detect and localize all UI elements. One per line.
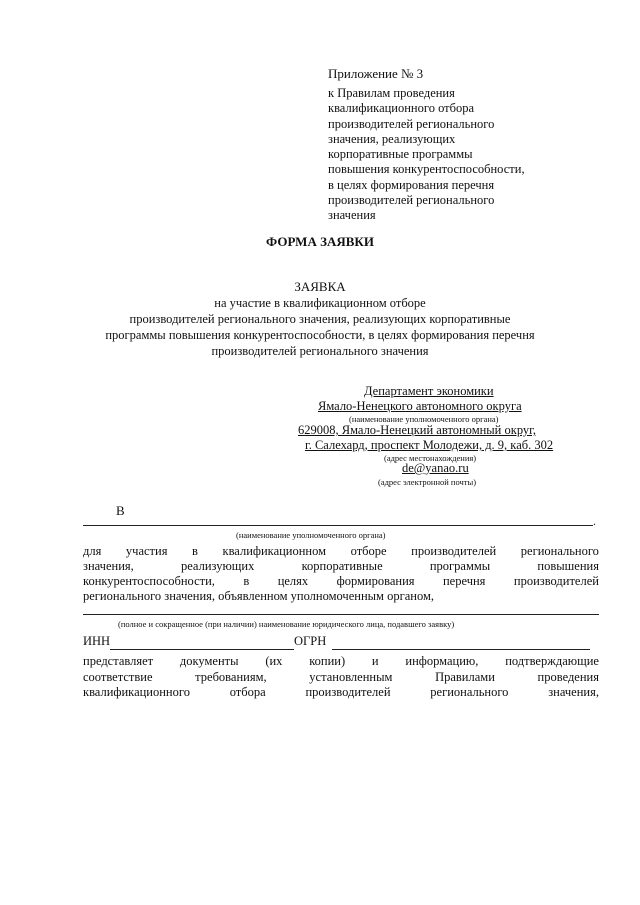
appendix-line: повышения конкурентоспособности, <box>328 162 525 177</box>
recipient-address-line2: г. Салехард, проспект Молодежи, д. 9, каб. 302 <box>305 438 554 452</box>
word: формирования <box>336 574 415 588</box>
appendix-line: значения <box>328 208 376 223</box>
word: для <box>83 544 102 558</box>
word: реализующих <box>180 559 255 573</box>
word: проведения <box>537 670 599 684</box>
word: производителей <box>411 544 497 558</box>
word: квалификационного <box>83 685 190 699</box>
application-description <box>0 295 640 359</box>
word: участия <box>125 544 168 558</box>
recipient-org-line1: Департамент экономики <box>364 384 494 398</box>
application-line: производителей регионального значения, реализующих корпоративные <box>129 312 511 326</box>
word: соответствие <box>83 670 153 684</box>
appendix-line: квалификационного отбора <box>328 101 475 116</box>
word: документы <box>179 654 239 668</box>
entity-caption: (полное и сокращенное (при наличии) наименование юридического лица, подавшего заявку) <box>118 619 455 629</box>
word: значения, <box>548 685 599 699</box>
word: производителей <box>513 574 599 588</box>
authority-name-line <box>83 525 593 526</box>
paragraph1-line1 <box>83 544 599 559</box>
paragraph2-line2 <box>83 670 599 685</box>
word: производителей <box>305 685 391 699</box>
word: в <box>243 574 250 588</box>
word: требованиям, <box>195 670 267 684</box>
appendix-line: корпоративные программы <box>328 147 473 162</box>
word: в <box>192 544 198 558</box>
recipient-address-caption: (адрес местонахождения) <box>384 453 477 463</box>
recipient-org-line2: Ямало-Ненецкого автономного округа <box>318 399 522 413</box>
word: регионального <box>430 685 509 699</box>
word: программы <box>429 559 491 573</box>
paragraph2-line1 <box>83 654 599 669</box>
form-title: ФОРМА ЗАЯВКИ <box>266 234 374 249</box>
word: целях <box>277 574 309 588</box>
word: информацию, <box>405 654 479 668</box>
authority-caption: (наименование уполномоченного органа) <box>236 530 386 540</box>
word: установленным <box>309 670 393 684</box>
inn-label: ИНН <box>83 634 111 648</box>
word: подтверждающие <box>505 654 599 668</box>
word: перечня <box>442 574 486 588</box>
inn-field-line <box>110 649 294 650</box>
ogrn-field-line <box>332 649 590 650</box>
word: значения, <box>83 559 134 573</box>
word: и <box>371 654 379 668</box>
word: представляет <box>83 654 154 668</box>
paragraph1-line2 <box>83 559 599 574</box>
application-line: производителей регионального значения <box>211 344 429 358</box>
word: отборе <box>350 544 387 558</box>
word: Правилами <box>435 670 495 684</box>
to-end-dot: . <box>593 514 596 528</box>
application-line: программы повышения конкурентоспособности, в целях формирования перечня <box>105 328 535 342</box>
word: квалификационном <box>222 544 327 558</box>
paragraph1-line4: регионального значения, объявленном уполномоченным органом, <box>83 589 434 603</box>
recipient-email-caption: (адрес электронной почты) <box>378 477 477 487</box>
word: копии) <box>309 654 346 668</box>
ogrn-label: ОГРН <box>294 634 327 648</box>
paragraph1-line3 <box>83 574 599 589</box>
appendix-number: Приложение № 3 <box>328 66 424 81</box>
recipient-email: de@yanao.ru <box>402 461 469 475</box>
recipient-org-caption: (наименование уполномоченного органа) <box>349 414 499 424</box>
word: (их <box>265 654 283 668</box>
application-heading: ЗАЯВКА <box>294 279 346 294</box>
word: корпоративные <box>301 559 383 573</box>
entity-name-line <box>83 614 599 615</box>
appendix-line: к Правилам проведения <box>328 86 455 100</box>
appendix-line: в целях формирования перечня <box>328 177 495 192</box>
appendix-line: значения, реализующих <box>328 131 456 146</box>
word: отбора <box>229 685 266 699</box>
word: повышения <box>537 559 599 573</box>
paragraph2-line3 <box>83 685 599 700</box>
word: регионального <box>520 544 599 558</box>
application-line: на участие в квалификационном отборе <box>214 296 426 310</box>
appendix-line: производителей регионального <box>328 193 495 208</box>
word: конкурентоспособности, <box>83 574 215 588</box>
to-label: В <box>116 503 125 518</box>
recipient-address-line1: 629008, Ямало-Ненецкий автономный округ, <box>298 423 537 437</box>
appendix-line: производителей регионального <box>328 116 495 131</box>
appendix-reference <box>328 86 578 224</box>
